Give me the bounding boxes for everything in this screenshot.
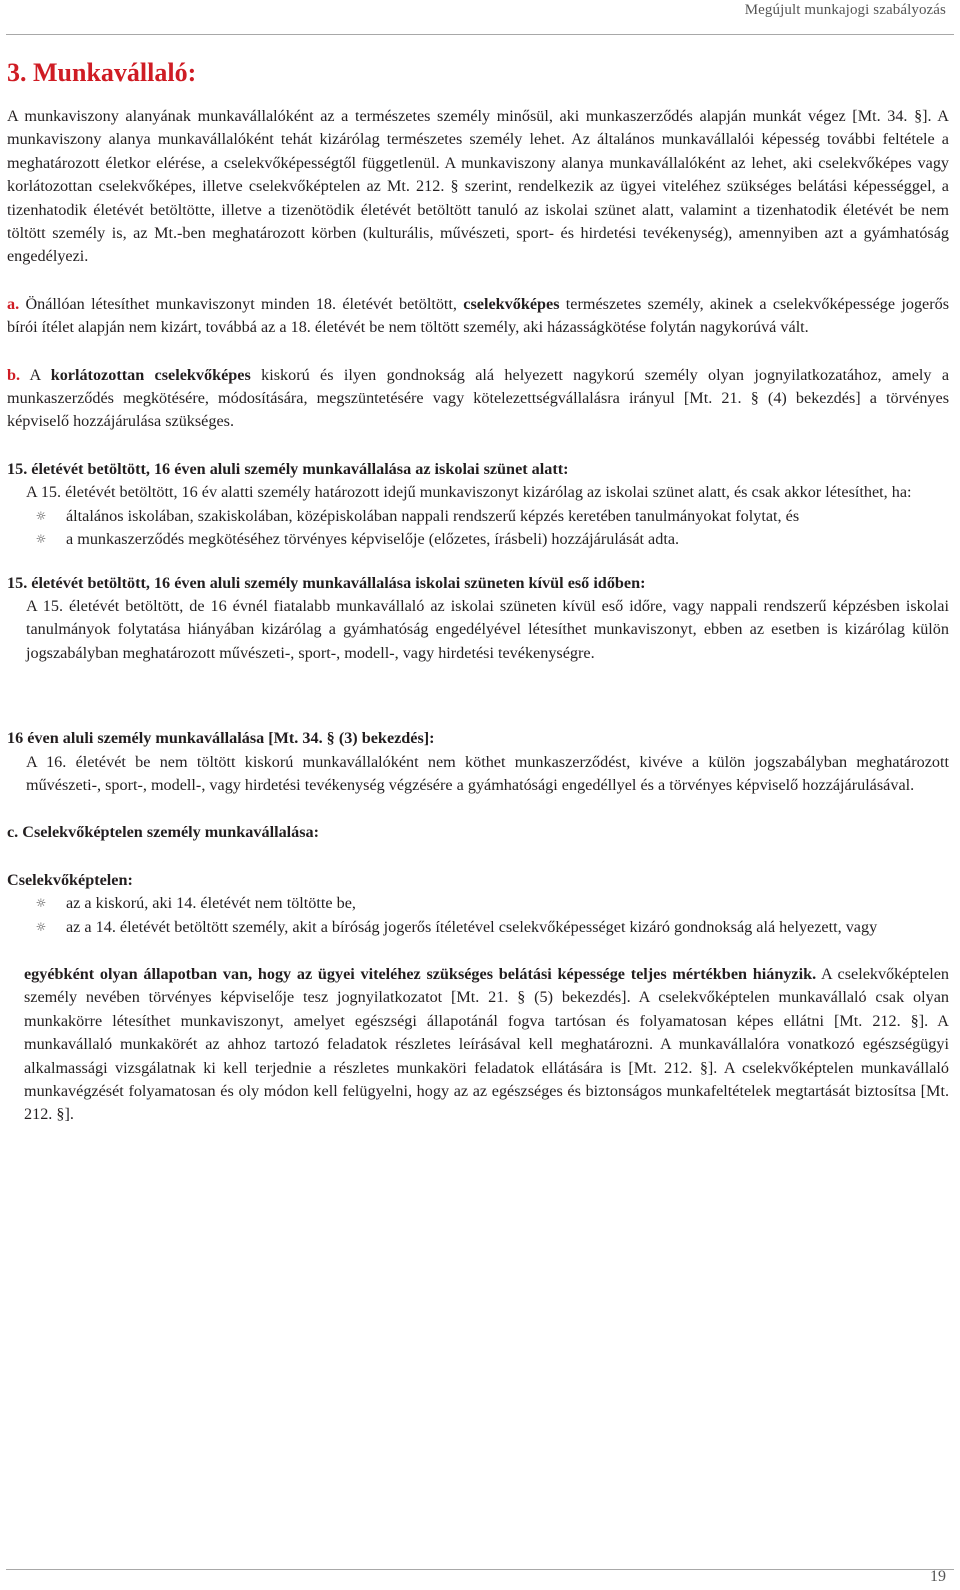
sun-icon: ☼ [35,508,47,523]
paragraph-b [7,364,949,434]
para-b-label: b. [7,365,21,384]
list-item [7,916,949,939]
list-item [7,528,949,551]
list-item-text: az a kiskorú, aki 14. életévét nem töltötte be, [66,894,356,913]
intro-paragraph [7,105,949,269]
para-a-bold: cselekvőképes [463,294,560,313]
subheading-under-16: 16 éven aluli személy munkavállalása [Mt. 34. § (3) bekezdés]: [7,729,435,748]
list-item-text: általános iskolában, szakiskolában, középiskolában nappali rendszerű képzés keretében tanulmányokat folytat, és [66,506,800,525]
final-paragraph [7,963,949,1127]
school-break-conditions [7,505,949,552]
para-a-text2: természetes személy, akinek a cselekvőképessége jogerős bírói ítélet alapján nem kizárt, továbbá az a 18. életévét be nem töltött személy, aki házasságkötése folytán nagykorúvá vált. [7,294,950,337]
sun-icon: ☼ [35,532,47,547]
running-header-title: Megújult munkajogi szabályozás [744,2,946,18]
subheading-incapacitated: c. Cselekvőképtelen személy munkavállalása: [7,823,320,842]
under-16-text: A 16. életévét be nem töltött kiskorú munkavállalóként nem köthet munkaszerződést, kivéve a külön jogszabályban meghatározott művészeti-, sport-, modell-, vagy hirdetési tevékenység végzésére a gyámhatósági engedéllyel és a törvényes képviselő hozzájárulásával. [26,752,949,794]
list-item-text: a munkaszerződés megkötéséhez törvényes képviselője (előzetes, írásbeli) hozzájárulását adta. [66,530,680,549]
sun-icon: ☼ [35,919,47,934]
school-break-text: A 15. életévét betöltött, 16 év alatti személy határozott idejű munkaviszonyt kizárólag az iskolai szünet alatt, és csak akkor létesíthet, ha: [26,483,912,502]
list-item [7,505,949,528]
header-divider [6,34,954,35]
outside-school-break-text: A 15. életévét betöltött, de 16 évnél fiatalabb munkavállaló az iskolai szüneten kívül eső időre, vagy nappali rendszerű képzésben iskolai tanulmányok folytatása hiányában kizárólag a gyámhatóság engedélyével létesíthet munkaviszonyt, ebben az esetben is kizárólag külön jogszabályban meghatározott művészeti-, sport-, modell-, vagy hirdetési tevékenységre. [26,596,949,662]
para-b-bold: korlátozottan cselekvőképes [50,365,251,384]
para-b-text2: kiskorú és ilyen gondnokság alá helyezett nagykorú személy olyan jognyilatkozatához, amely a munkaszerződés megkötésére, módosítására, megszüntetésére vagy kötelezettségvállalásra irányul [Mt. 21. § (4) bekezdés] a törvényes képviselő hozzájárulása szükséges. [7,365,950,431]
subheading-definition: Cselekvőképtelen: [7,870,133,889]
sun-icon: ☼ [35,896,47,911]
subheading-school-break: 15. életévét betöltött, 16 éven aluli személy munkavállalása az iskolai szünet alatt: [7,459,569,478]
list-item-text: az a 14. életévét betöltött személy, akit a bíróság jogerős ítéletével cselekvőképességet kizáró gondnokság alá helyezett, vagy [66,917,878,936]
final-text: A cselekvőképtelen személy nevében törvényes képviselője tesz jognyilatkozatot [Mt. 21. § (5) bekezdés]. A cselekvőképtelen munkavállaló csak olyan munkakörre létesíthet munkaviszonyt, amelyet egészségi állapotánál fogva tartósan és folyamatosan képes ellátni [Mt. 212. §]. A munkavállaló munkakörét az ahhoz tartozó feladatok részletes leírásával kell meghatározni. A munkavállalóra vonatkozó egészségügyi alkalmassági vizsgálatnak ki kell terjednie a részletes munkaköri feladatok ellátására is [Mt. 212. §]. A cselekvőképtelen munkavállaló munkavégzését folyamatosan és oly módon kell felügyelni, hogy az az egészséges és biztonságos munkafeltételek megtartását biztosítsa [Mt. 212. §]. [24,964,950,1124]
paragraph-a [7,293,949,340]
intro-text: A munkaviszony alanyának munkavállalóként az a természetes személy minősül, aki munkaszerződés alapján munkát végez [Mt. 34. §]. A munkaviszony alanya munkavállalóként tehát kizárólag természetes személy lehet. Az általános munkavállalói képesség további feltétele a meghatározott életkor elérése, a cselekvőképességtől függetlenül. A munkaviszony alanya munkavállalóként az lehet, aki cselekvőképes vagy korlátozottan cselekvőképes, illetve cselekvőképtelen az Mt. 212. § szerint, rendelkezik az ügyei viteléhez szükséges belátási képességgel, a tizenhatodik életévét betöltötte, illetve a tizenötödik életévét betöltött tanuló az iskolai szünet alatt, valamint a tizenhatodik életévét be nem töltött személy is, az Mt.-ben meghatározott körben (kulturális, művészeti, sport- és hirdetési tevékenység), amennyiben azt a gyámhatóság engedélyezi. [7,107,949,266]
para-b-text1: A [29,365,41,384]
page-number: 19 [930,1568,946,1585]
subheading-outside-school-break: 15. életévét betöltött, 16 éven aluli személy munkavállalása iskolai szüneten kívül eső időben: [7,573,646,592]
definition-list [7,892,949,939]
section-title: 3. Munkavállaló: [7,58,197,87]
para-a-label: a. [7,294,20,313]
footer-divider [6,1569,954,1570]
final-bold: egyébként olyan állapotban van, hogy az ügyei viteléhez szükséges belátási képessége teljes mértékben hiányzik. [24,964,817,983]
page-content [7,58,949,1127]
para-a-text1: Önállóan létesíthet munkaviszonyt minden 18. életévét betöltött, [25,294,457,313]
list-item [7,892,949,915]
